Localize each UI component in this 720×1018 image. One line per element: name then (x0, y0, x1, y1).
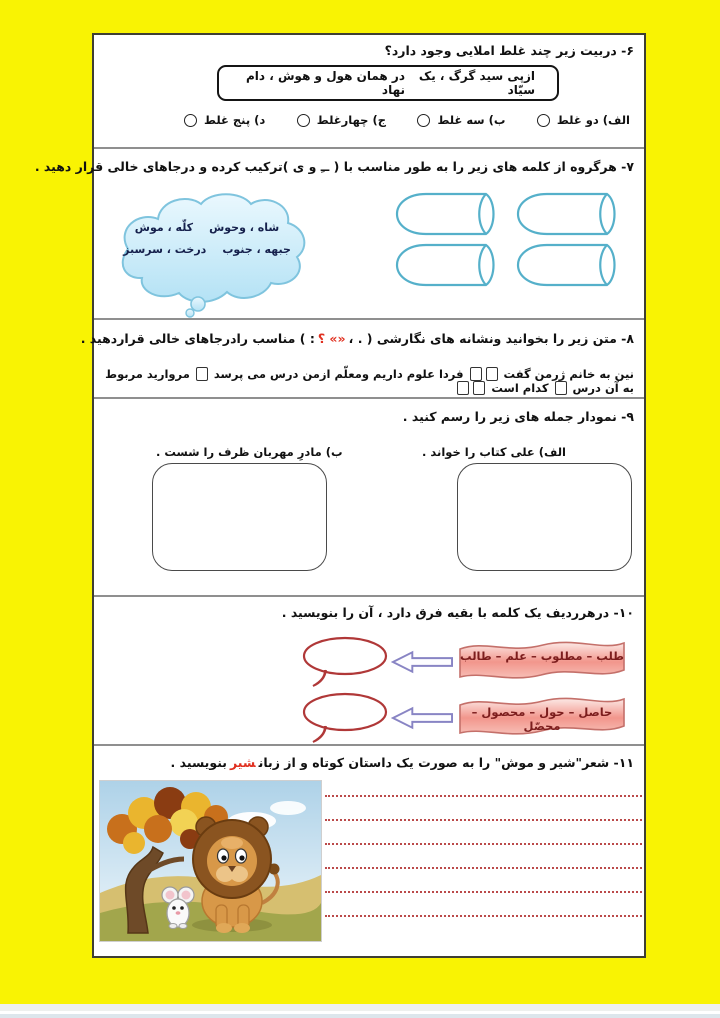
q8-blank-box[interactable] (196, 367, 208, 381)
q6-option-d-radio[interactable] (184, 114, 197, 127)
q10-word-banner-2 (457, 692, 627, 739)
lion-and-mouse-illustration (99, 780, 322, 942)
q6-option-c-label: ج) چهارغلط (316, 113, 387, 127)
q8-blank-box[interactable] (473, 381, 485, 395)
scroll-blank-icon[interactable] (511, 242, 629, 288)
q6-option-b-radio[interactable] (417, 114, 430, 127)
q8-title-red-punctuation: «» ؟ (317, 331, 346, 346)
q8-text-part-3: مروارید مربوط به آن درس (105, 367, 634, 395)
q7-answer-scrolls (390, 191, 629, 288)
q10-row-1-words: طلب – مطلوب – علم – طالب (460, 649, 624, 663)
cloud-words (116, 221, 298, 256)
q6-option-d[interactable] (184, 113, 265, 127)
q9-sentence-b: ب) مادرِ مهربان ظرف را شست . (156, 445, 343, 459)
q8-blank-box[interactable] (470, 367, 482, 381)
cloud-word-pair-2: کلّه ، موش (134, 221, 194, 234)
question-7-title: ۷- هرگروه از کلمه های زیر را به طور مناسب با ( ــِ و ی )ترکیب کرده و درجاهای خالی قرار دهید . (34, 159, 634, 174)
question-10-title: ۱۰- درهرردیف یک کلمه با بقیه فرق دارد ، آن را بنویسید . (281, 605, 634, 620)
q10-answer-bubble-2[interactable] (300, 691, 390, 743)
q10-row-2-words: حاصل – حول – محصول –محصّل (471, 705, 613, 733)
writing-line[interactable] (325, 891, 642, 893)
cloud-word-pair-4: درخت ، سرسبز (123, 243, 207, 256)
q6-option-b[interactable] (417, 113, 505, 127)
scroll-blank-icon[interactable] (390, 191, 508, 237)
q11-title-start: ۱۱- شعر"شیر و موش" را به صورت یک داستان کوتاه و از زبان (258, 755, 634, 770)
q8-blank-box[interactable] (555, 381, 567, 395)
q6-option-a[interactable] (537, 113, 630, 127)
worksheet-sheet (34, 33, 646, 958)
writing-line[interactable] (325, 819, 642, 821)
q6-option-c-radio[interactable] (297, 114, 310, 127)
q8-text-part-1: نین به خانم ژرمن گفت (503, 367, 634, 381)
bottom-strip-blue (0, 1014, 720, 1018)
q6-verse-left: در همان هول و هوش ، دام نهاد (246, 69, 405, 97)
q8-exercise-text (102, 367, 634, 395)
section-divider (94, 595, 644, 597)
question-8-title (80, 331, 634, 346)
q7-word-cloud (98, 187, 316, 319)
question-6-title: ۶- دربیت زیر چند غلط املایی وجود دارد؟ (384, 43, 634, 58)
q6-options-row (184, 113, 630, 127)
q6-option-a-label: الف) دو غلط (556, 113, 630, 127)
q6-option-b-label: ب) سه غلط (437, 113, 506, 127)
q9-diagram-box-b[interactable] (152, 463, 327, 571)
q6-option-d-label: د) پنج غلط (204, 113, 266, 127)
question-9-title: ۹- نمودار جمله های زیر را رسم کنید . (402, 409, 634, 424)
q8-text-part-2: فردا علوم داریم ومعلّم ازمن درس می پرسد (213, 367, 464, 381)
q9-diagram-box-a[interactable] (457, 463, 632, 571)
q10-answer-bubble-1[interactable] (300, 635, 390, 687)
q8-text-part-4: کدام است (491, 381, 549, 395)
q6-verse-right: ازپی سید گرگ ، یک سیّاد (418, 69, 535, 97)
q11-title-end: بنویسید . (170, 755, 228, 770)
scroll-blank-icon[interactable] (390, 242, 508, 288)
writing-line[interactable] (325, 843, 642, 845)
question-11-title (102, 755, 634, 770)
q8-blank-box[interactable] (457, 381, 469, 395)
q10-word-banner-1 (457, 636, 627, 683)
scroll-blank-icon[interactable] (511, 191, 629, 237)
bottom-strip (0, 1004, 720, 1011)
left-arrow-icon (391, 705, 453, 731)
writing-line[interactable] (325, 867, 642, 869)
section-divider (94, 147, 644, 149)
q6-option-c[interactable] (297, 113, 386, 127)
writing-line[interactable] (325, 795, 642, 797)
section-divider (94, 397, 644, 399)
q6-verse-box (217, 65, 559, 101)
q11-title-red-word: شیر (230, 755, 256, 770)
q8-title-start: ۸- متن زیر را بخوانید ونشانه های نگارشی ( . ، (348, 331, 634, 346)
q9-sentence-a: الف) علی کتاب را خواند . (421, 445, 566, 459)
cloud-word-pair-1: شاه ، وحوش (209, 221, 280, 234)
writing-line[interactable] (325, 915, 642, 917)
q6-option-a-radio[interactable] (537, 114, 550, 127)
q8-title-end: : ) مناسب رادرجاهای خالی قراردهید . (80, 331, 315, 346)
cloud-word-pair-3: جبهه ، جنوب (222, 243, 291, 256)
left-arrow-icon (391, 649, 453, 675)
q8-blank-box[interactable] (486, 367, 498, 381)
section-divider (94, 744, 644, 746)
